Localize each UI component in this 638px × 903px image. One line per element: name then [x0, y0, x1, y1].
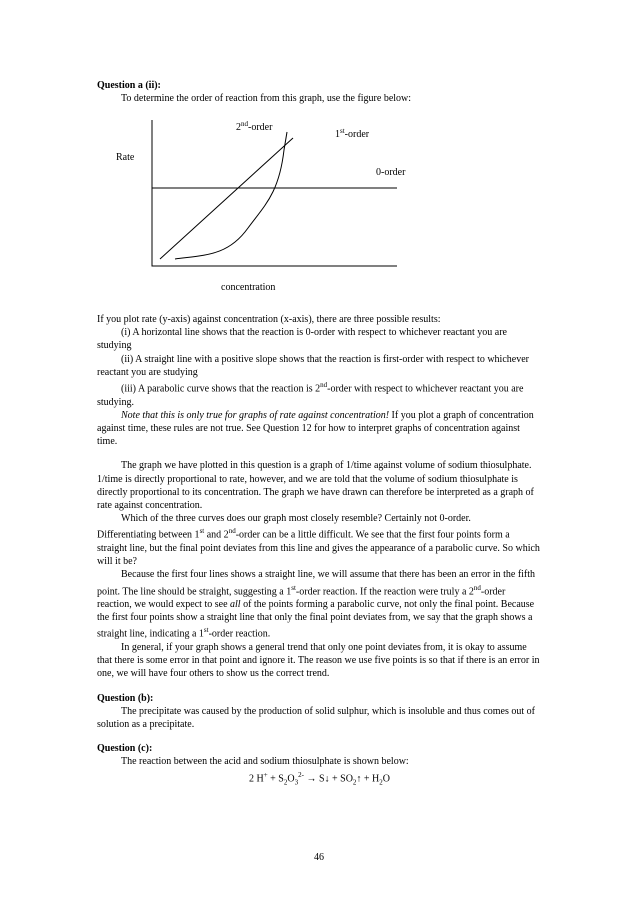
- rules-note: Note that this is only true for graphs of rate against concentration! If you plot a graph of concentration against time, these rules are not true. See Question 12 for how to interpret graphs of concentration against time.: [97, 409, 534, 448]
- question-a-ii-section: [97, 79, 542, 105]
- rule-i: (i) A horizontal line shows that the reaction is 0-order with respect to whichever reactant you are studying: [97, 327, 507, 352]
- figure-label-1st-order: 1st-order: [335, 127, 370, 140]
- paragraph-which-curve: Which of the three curves does our graph most closely resemble? Certainly not 0-order.: [121, 513, 471, 525]
- figure-label-2nd-order: 2nd-order: [236, 120, 273, 133]
- figure-x-label: concentration: [221, 282, 276, 293]
- question-b-text: The precipitate was caused by the production of solid sulphur, which is insoluble and thus comes out of solution as a precipitate.: [97, 705, 535, 730]
- question-c-text: The reaction between the acid and sodium thiosulphate is shown below:: [121, 756, 409, 768]
- figure-y-label: Rate: [116, 152, 135, 163]
- question-b-heading: Question (b):: [97, 692, 154, 704]
- paragraph-graph-interpretation: The graph we have plotted in this question is a graph of 1/time against volume of sodium thiosulphate. 1/time is directly proportional to rate, however, and we are told that the volume of sodium thiosulphate is directly proportional to its concentration. The graph we have drawn can therefore be interpreted as a graph of rate against concentration.: [97, 460, 534, 511]
- reaction-equation: 2 $H^+ + S_2O_3^{2-}$ → S↓ + $SO_2↑ + H_2O$: [248, 770, 391, 786]
- figure-label-0-order: 0-order: [376, 167, 406, 178]
- figure-axes: [152, 120, 397, 266]
- paragraph-error-assumption: Because the first four lines shows a straight line, we will assume that there has been an error in the fifth point. The line should be straight, suggesting a 1st-order reaction. If the reaction were truly a 2nd-order reaction, we would expect to see all of the points forming a parabolic curve, not only the final point. Because the first four points show a straight line that only the final point deviates from, we say that the graph shows a straight line, indicating a 1st-order reaction.: [97, 569, 536, 640]
- rules-intro: If you plot rate (y-axis) against concentration (x-axis), there are three possible results:: [97, 314, 441, 325]
- question-a-ii-heading: Question a (ii):: [97, 80, 161, 91]
- rate-vs-concentration-figure: [0, 110, 638, 300]
- rule-ii: (ii) A straight line with a positive slope shows that the reaction is first-order with respect to whichever reactant you are studying: [97, 353, 529, 378]
- first-order-line: [160, 138, 293, 259]
- question-c-heading: Question (c):: [97, 743, 153, 755]
- paragraph-general-trend: In general, if your graph shows a general trend that only one point deviates from, it is okay to assume that there is some error in that point and ignore it. The reason we use five points is so that if there is an error in one, we will have four others to show us the correct trend.: [97, 641, 540, 680]
- question-a-ii-intro: To determine the order of reaction from this graph, use the figure below:: [121, 93, 412, 105]
- second-order-curve: [175, 132, 287, 259]
- page-number: 46: [314, 852, 324, 863]
- rule-iii: (iii) A parabolic curve shows that the reaction is 2nd-order with respect to whichever reactant you are studying.: [97, 381, 524, 408]
- paragraph-differentiating: Differentiating between 1st and 2nd-order can be a little difficult. We see that the first four points form a straight line, but the final point deviates from this line and gives the appearance of a parabolic curve. So which will it be?: [97, 527, 540, 568]
- rules-section: [97, 313, 542, 789]
